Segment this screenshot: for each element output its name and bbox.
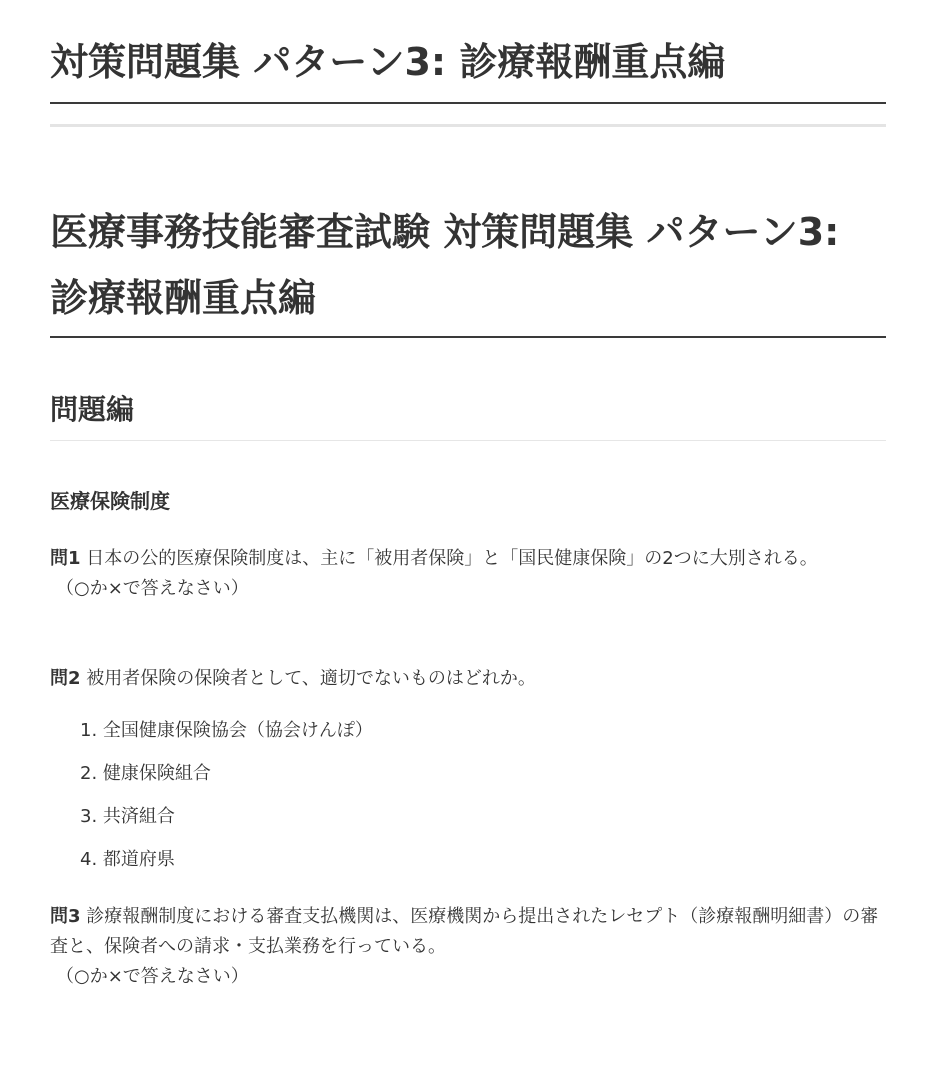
- answer-option: 4. 都道府県: [80, 849, 175, 870]
- section-heading-underline: [50, 440, 886, 441]
- question-text: 診療報酬制度における審査支払機関は、医療機関から提出されたレセプト（診療報酬明細書）の審査と、保険者への請求・支払業務を行っている。: [50, 906, 879, 957]
- section-heading: 問題編: [50, 393, 135, 426]
- question-instruction: （○か×で答えなさい）: [56, 966, 249, 987]
- question-label: 問1: [50, 548, 81, 569]
- document-title: 対策問題集 パターン3: 診療報酬重点編: [50, 40, 726, 84]
- main-heading-underline: [50, 336, 886, 338]
- subsection-heading: 医療保険制度: [50, 489, 170, 513]
- question-instruction: （○か×で答えなさい）: [56, 578, 249, 599]
- title-underline: [50, 102, 886, 104]
- question-text: 被用者保険の保険者として、適切でないものはどれか。: [86, 668, 536, 689]
- question-2: [50, 664, 886, 694]
- question-label: 問2: [50, 668, 81, 689]
- question-text: 日本の公的医療保険制度は、主に「被用者保険」と「国民健康保険」の2つに大別される。: [86, 548, 818, 569]
- section-divider: [50, 124, 886, 127]
- main-heading: 医療事務技能審査試験 対策問題集 パターン3: 診療報酬重点編: [50, 210, 840, 320]
- answer-option: 2. 健康保険組合: [80, 763, 211, 784]
- answer-option: 1. 全国健康保険協会（協会けんぽ）: [80, 720, 373, 741]
- answer-option: 3. 共済組合: [80, 806, 175, 827]
- question-3: [50, 902, 886, 992]
- question-1: [50, 544, 886, 604]
- question-label: 問3: [50, 906, 81, 927]
- answer-options: [80, 716, 373, 888]
